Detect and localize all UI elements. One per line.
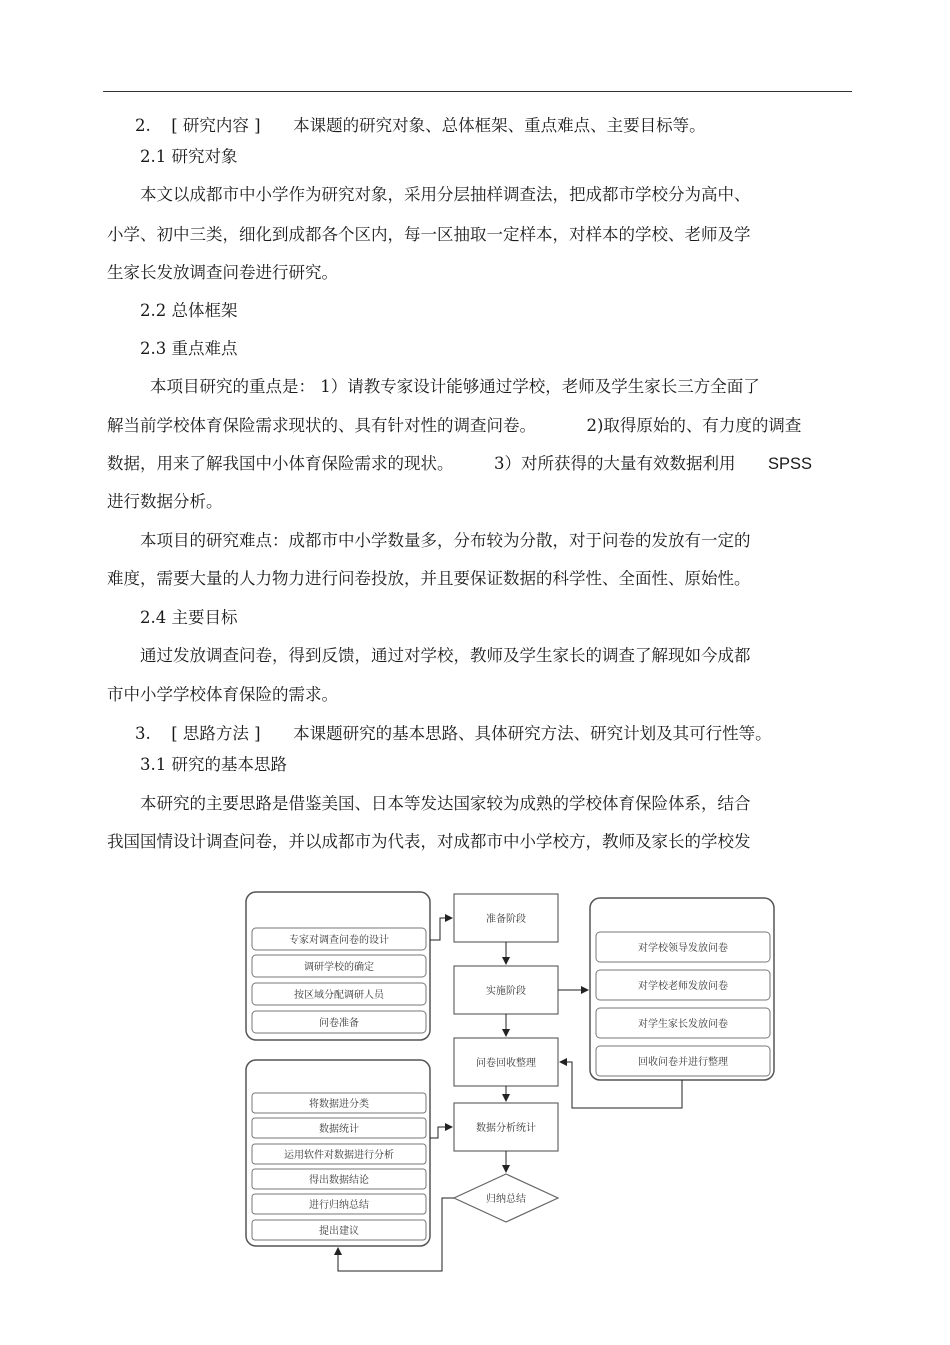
impl-item: 对学校领导发放问卷 bbox=[638, 943, 728, 954]
header-rule bbox=[103, 91, 852, 92]
heading-text: 本课题的研究对象、总体框架、重点难点、主要目标等。 bbox=[293, 116, 706, 135]
paragraph-line: 我国国情设计调查问卷，并以成都市为代表，对成都市中小学校方，教师及家长的学校发 bbox=[107, 832, 751, 851]
text-fragment: 3）对所获得的大量有效数据利用 bbox=[494, 454, 736, 473]
stage-label: 实施阶段 bbox=[486, 986, 526, 997]
prep-item: 按区域分配调研人员 bbox=[294, 990, 384, 1001]
paragraph-line: 生家长发放调查问卷进行研究。 bbox=[107, 263, 338, 282]
subsection-2-2-title: 2.2 总体框架 bbox=[140, 301, 238, 320]
analysis-item: 数据统计 bbox=[319, 1124, 359, 1135]
paragraph-line: 小学、初中三类，细化到成都各个区内，每一区抽取一定样本，对样本的学校、老师及学 bbox=[107, 225, 751, 244]
analysis-item: 运用软件对数据进行分析 bbox=[284, 1150, 394, 1161]
section-2-heading bbox=[135, 115, 706, 137]
text-fragment: 数据，用来了解我国中小体育保险需求的现状。 bbox=[107, 454, 454, 473]
arrow-prep-to-stage bbox=[430, 918, 452, 940]
prep-item: 调研学校的确定 bbox=[304, 962, 374, 973]
paragraph-line: 本研究的主要思路是借鉴美国、日本等发达国家较为成熟的学校体育保险体系，结合 bbox=[140, 794, 751, 813]
subsection-2-1-title: 2.1 研究对象 bbox=[140, 147, 238, 166]
paragraph-line: 本项目研究的重点是： 1）请教专家设计能够通过学校，老师及学生家长三方全面了 bbox=[150, 377, 760, 396]
heading-tag: [ 思路方法 ] bbox=[171, 724, 261, 743]
arrow-analysis-to-stage bbox=[430, 1127, 452, 1138]
heading-number: 2. bbox=[135, 116, 151, 135]
paragraph-line: 市中小学学校体育保险的需求。 bbox=[107, 685, 338, 704]
paragraph-line bbox=[107, 415, 801, 437]
text-fragment: 2)取得原始的、有力度的调查 bbox=[586, 416, 802, 435]
analysis-item: 进行归纳总结 bbox=[309, 1200, 369, 1211]
text-fragment: SPSS bbox=[768, 455, 813, 473]
subsection-3-1-title: 3.1 研究的基本思路 bbox=[140, 755, 287, 774]
stage-label: 归纳总结 bbox=[486, 1194, 526, 1205]
paragraph-line bbox=[107, 453, 812, 475]
subsection-2-4-title: 2.4 主要目标 bbox=[140, 608, 238, 627]
prep-item: 问卷准备 bbox=[319, 1018, 359, 1029]
prep-item: 专家对调查问卷的设计 bbox=[289, 935, 389, 946]
paragraph-line: 本项目的研究难点：成都市中小学数量多，分布较为分散，对于问卷的发放有一定的 bbox=[140, 531, 751, 550]
impl-item: 回收问卷并进行整理 bbox=[638, 1057, 728, 1068]
subsection-2-3-title: 2.3 重点难点 bbox=[140, 339, 238, 358]
analysis-item: 得出数据结论 bbox=[309, 1175, 369, 1186]
impl-item: 对学生家长发放问卷 bbox=[638, 1019, 728, 1030]
heading-text: 本课题研究的基本思路、具体研究方法、研究计划及其可行性等。 bbox=[293, 724, 772, 743]
stage-label: 问卷回收整理 bbox=[476, 1058, 536, 1069]
analysis-item: 将数据进分类 bbox=[309, 1099, 369, 1110]
stage-label: 准备阶段 bbox=[486, 914, 526, 925]
stage-label: 数据分析统计 bbox=[476, 1123, 536, 1134]
heading-number: 3. bbox=[135, 724, 151, 743]
paragraph-line: 难度，需要大量的人力物力进行问卷投放，并且要保证数据的科学性、全面性、原始性。 bbox=[107, 569, 751, 588]
paragraph-line: 通过发放调查问卷，得到反馈，通过对学校，教师及学生家长的调查了解现如今成都 bbox=[140, 646, 751, 665]
analysis-item: 提出建议 bbox=[319, 1226, 359, 1237]
text-fragment: 解当前学校体育保险需求现状的、具有针对性的调查问卷。 bbox=[107, 416, 536, 435]
paragraph-line: 本文以成都市中小学作为研究对象，采用分层抽样调查法，把成都市学校分为高中、 bbox=[140, 185, 751, 204]
impl-item: 对学校老师发放问卷 bbox=[638, 981, 728, 992]
paragraph-line: 进行数据分析。 bbox=[107, 492, 223, 511]
heading-tag: [ 研究内容 ] bbox=[171, 116, 261, 135]
section-3-heading bbox=[135, 723, 772, 745]
research-flowchart bbox=[240, 888, 780, 1278]
